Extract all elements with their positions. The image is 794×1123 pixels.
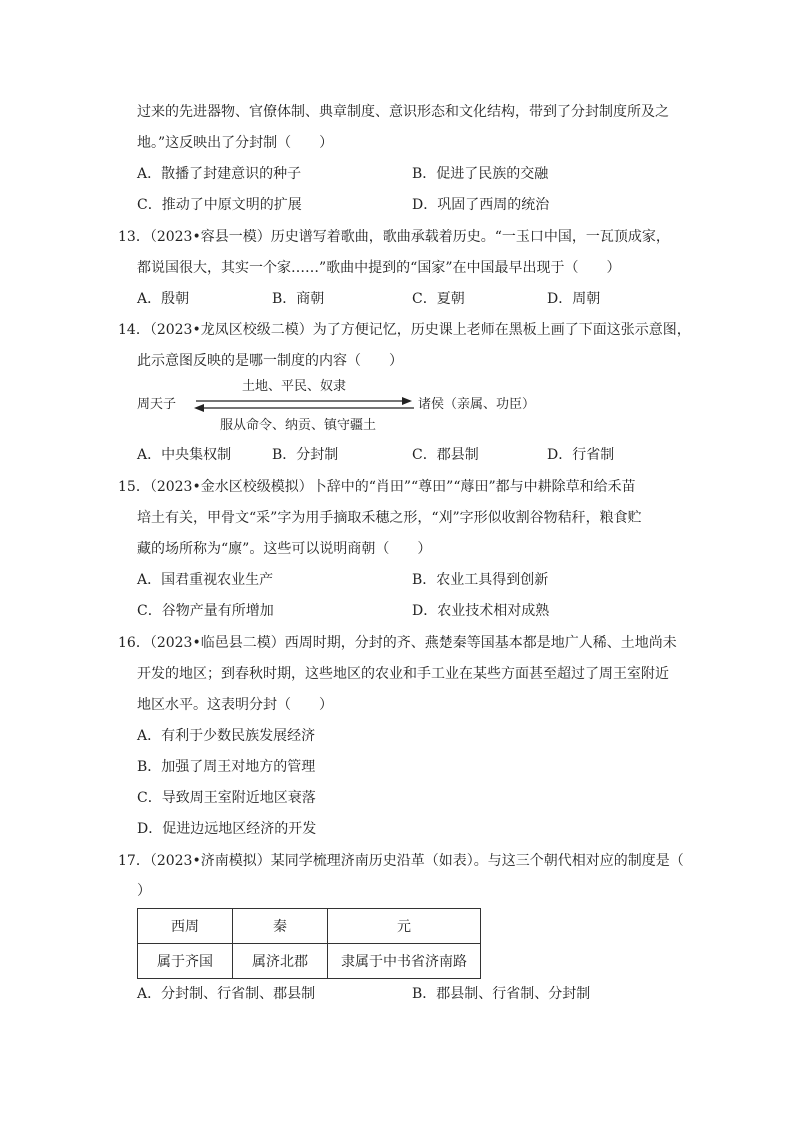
arrow-left-head: [194, 404, 204, 412]
q13-text: （2023•容县一模）历史谱写着歌曲，歌曲承载着历史。“一玉口中国，一瓦顶成家，: [149, 229, 670, 245]
q14-number: 14．: [118, 322, 150, 338]
q13-option-c[interactable]: C．夏朝: [412, 291, 465, 307]
q16-option-b[interactable]: B．加强了周王对地方的管理: [137, 759, 316, 775]
q12-stem-line1: 过来的先进器物、官僚体制、典章制度、意识形态和文化结构，带到了分封制度所及之: [137, 104, 669, 120]
q17-text: （2023•济南模拟）某同学梳理济南历史沿革（如表）。与这三个朝代相对应的制度是（: [149, 853, 684, 869]
q15-text: （2023•金水区校级模拟）卜辞中的“肖田”“尊田”“蓐田”都与中耕除草和给禾苗: [149, 479, 636, 495]
q17-option-b[interactable]: B．郡县制、行省制、分封制: [412, 986, 591, 1002]
q15-option-c[interactable]: C．谷物产量有所增加: [137, 603, 274, 619]
q13-stem-line2: 都说国很大，其实一个家……”歌曲中提到的“国家”在中国最早出现于（ ）: [137, 260, 621, 276]
q15-stem-line1: [118, 477, 636, 497]
q13-stem-line1: [118, 227, 670, 247]
q14-option-d[interactable]: D．行省制: [547, 447, 615, 463]
table-cell: 属济北郡: [233, 944, 328, 979]
q14-option-b[interactable]: B．分封制: [272, 447, 339, 463]
history-table: [137, 908, 481, 979]
table-header-cell: 秦: [233, 909, 328, 944]
q16-text: （2023•临邑县二模）西周时期，分封的齐、燕楚秦等国基本都是地广人稀、土地尚未: [149, 635, 677, 651]
q12-option-b[interactable]: B．促进了民族的交融: [412, 166, 549, 182]
q17-option-a[interactable]: A．分封制、行省制、郡县制: [137, 986, 316, 1002]
table-header-row: [138, 909, 481, 944]
diagram-left-label: 周天子: [137, 397, 177, 412]
q16-number: 16．: [118, 635, 150, 651]
q16-option-d[interactable]: D．促进边远地区经济的开发: [137, 821, 317, 837]
q17-stem-line1: [118, 851, 684, 871]
diagram-bottom-label: 服从命令、纳贡、镇守疆土: [220, 418, 377, 433]
q16-option-a[interactable]: A．有利于少数民族发展经济: [137, 728, 316, 744]
q17-number: 17．: [118, 853, 150, 869]
q12-option-c[interactable]: C．推动了中原文明的扩展: [137, 197, 302, 213]
q15-option-d[interactable]: D．农业技术相对成熟: [412, 603, 550, 619]
q16-stem-line1: [118, 633, 677, 653]
q13-option-b[interactable]: B．商朝: [272, 291, 325, 307]
table-cell: 隶属于中书省济南路: [328, 944, 481, 979]
table-header-cell: 元: [328, 909, 481, 944]
diagram-double-arrow: [190, 392, 420, 418]
q16-stem-line3: 地区水平。这表明分封（ ）: [137, 697, 333, 713]
q13-number: 13．: [118, 229, 150, 245]
q14-option-c[interactable]: C．郡县制: [412, 447, 479, 463]
q17-stem-line2: ）: [137, 883, 151, 899]
q12-stem-line2: 地。”这反映出了分封制（ ）: [137, 135, 334, 151]
q15-stem-line3: 藏的场所称为“廪”。这些可以说明商朝（ ）: [137, 541, 432, 557]
q14-stem-line1: [118, 320, 691, 340]
q13-option-d[interactable]: D．周朝: [547, 291, 601, 307]
q14-stem-line2: 此示意图反映的是哪一制度的内容（ ）: [137, 353, 403, 369]
q13-option-a[interactable]: A．殷朝: [137, 291, 190, 307]
q12-option-a[interactable]: A．散播了封建意识的种子: [137, 166, 302, 182]
q15-stem-line2: 培土有关，甲骨文“采”字为用手摘取禾穗之形，“刈”字形似收割谷物秸秆，粮食贮: [137, 510, 642, 526]
q15-number: 15．: [118, 479, 150, 495]
arrow-right-head: [402, 397, 412, 405]
table-cell: 属于齐国: [138, 944, 233, 979]
q15-option-a[interactable]: A．国君重视农业生产: [137, 572, 274, 588]
diagram-right-label: 诸侯（亲属、功臣）: [418, 397, 536, 412]
q12-option-d[interactable]: D．巩固了西周的统治: [412, 197, 550, 213]
q16-stem-line2: 开发的地区；到春秋时期，这些地区的农业和手工业在某些方面甚至超过了周王室附近: [137, 666, 669, 682]
table-header-cell: 西周: [138, 909, 233, 944]
q14-text: （2023•龙凤区校级二模）为了方便记忆，历史课上老师在黑板上画了下面这张示意图，: [149, 322, 691, 338]
q15-option-b[interactable]: B．农业工具得到创新: [412, 572, 549, 588]
diagram-top-label: 土地、平民、奴隶: [242, 379, 347, 394]
q16-option-c[interactable]: C．导致周王室附近地区衰落: [137, 790, 316, 806]
table-row: [138, 944, 481, 979]
q14-option-a[interactable]: A．中央集权制: [137, 447, 232, 463]
